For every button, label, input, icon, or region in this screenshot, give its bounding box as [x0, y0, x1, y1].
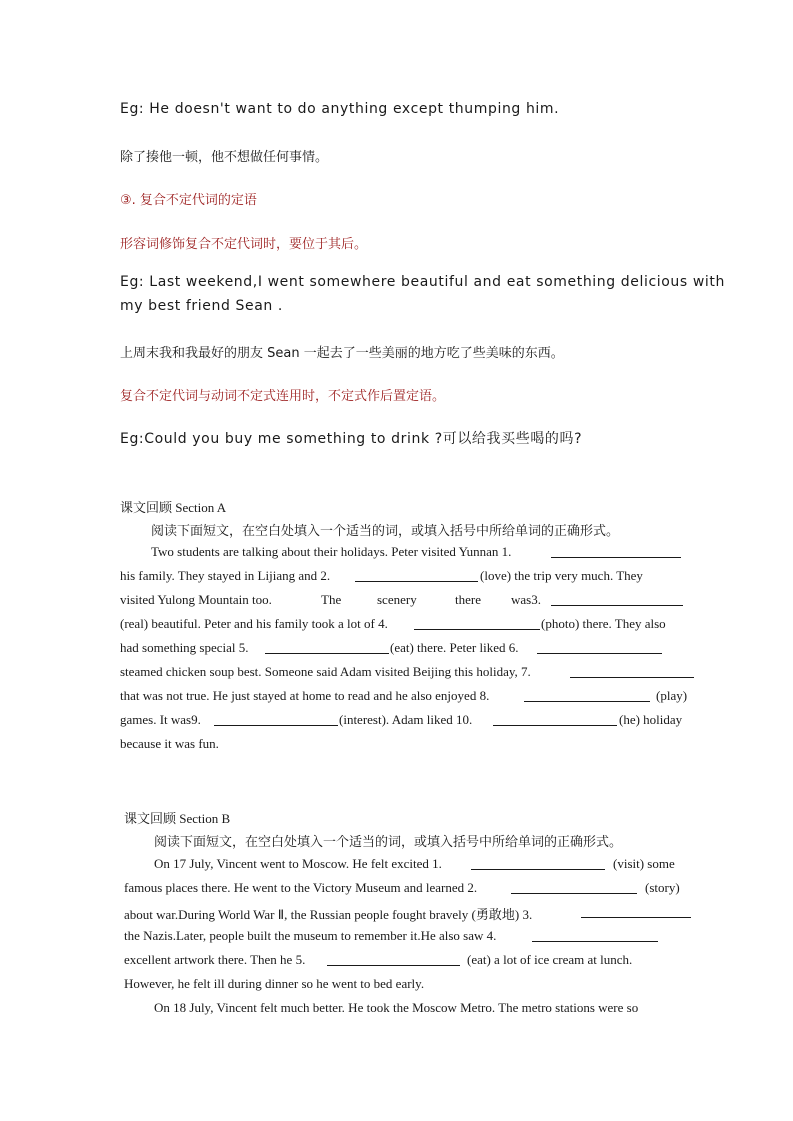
passage-text: (visit) some — [613, 856, 675, 871]
passage-text: had something special 5. — [120, 640, 249, 655]
example-sentence-3: Eg:Could you buy me something to drink ?可以给我买些喝的吗? — [120, 431, 583, 447]
blank-a6[interactable] — [537, 641, 662, 654]
passage-text: (real) beautiful. Peter and his family took a lot of 4. — [120, 616, 388, 631]
passage-text: (story) — [645, 880, 680, 895]
passage-text: excellent artwork there. Then he 5. — [124, 952, 306, 967]
section-a-title: 课文回顾 Section A — [120, 500, 227, 515]
blank-a1[interactable] — [551, 545, 681, 558]
section-b-instruction: 阅读下面短文，在空白处填入一个适当的词，或填入括号中所给单词的正确形式。 — [154, 835, 623, 850]
passage-text: that was not true. He just stayed at home to read and he also enjoyed 8. — [120, 688, 490, 703]
passage-text: was3. — [511, 592, 541, 607]
passage-text: because it was fun. — [120, 736, 219, 751]
blank-b2[interactable] — [511, 881, 637, 894]
passage-text: The — [321, 592, 342, 607]
passage-text: the Nazis.Later, people built the museum to remember it.He also saw 4. — [124, 928, 497, 943]
passage-text: (eat) there. Peter liked 6. — [390, 640, 519, 655]
blank-b5[interactable] — [327, 953, 460, 966]
passage-text: (love) the trip very much. They — [480, 568, 643, 583]
blank-a9[interactable] — [214, 713, 338, 726]
passage-text: scenery — [377, 592, 417, 607]
blank-a4[interactable] — [414, 617, 540, 630]
passage-text: (he) holiday — [619, 712, 683, 727]
blank-b1[interactable] — [471, 857, 605, 870]
example-translation-2: 上周末我和我最好的朋友 Sean 一起去了一些美丽的地方吃了些美味的东西。 — [120, 346, 564, 361]
rule-description-2: 复合不定代词与动词不定式连用时，不定式作后置定语。 — [120, 389, 446, 404]
rule-description: 形容词修饰复合不定代词时，要位于其后。 — [120, 237, 368, 252]
example-sentence-2-line-1: Eg: Last weekend,I went somewhere beautiful and eat something delicious with — [120, 274, 725, 290]
section-a-instruction: 阅读下面短文，在空白处填入一个适当的词，或填入括号中所给单词的正确形式。 — [151, 524, 620, 539]
passage-text: about war.During World War Ⅱ, the Russian people fought bravely (勇敢地) 3. — [124, 907, 533, 922]
passage-text: (interest). Adam liked 10. — [339, 712, 473, 727]
passage-text: However, he felt ill during dinner so he went to bed early. — [124, 976, 425, 991]
rule-heading: ③. 复合不定代词的定语 — [120, 193, 257, 208]
blank-a2[interactable] — [355, 569, 478, 582]
example-translation-1: 除了揍他一顿，他不想做任何事情。 — [120, 150, 329, 165]
blank-a8[interactable] — [524, 689, 650, 702]
passage-text: (play) — [656, 688, 688, 703]
blank-b3[interactable] — [581, 905, 691, 918]
passage-text: (eat) a lot of ice cream at lunch. — [467, 952, 633, 967]
example-sentence-1: Eg: He doesn't want to do anything except thumping him. — [120, 101, 560, 117]
section-a-line-1 — [151, 544, 511, 560]
blank-b4[interactable] — [532, 929, 658, 942]
passage-text: (photo) there. They also — [541, 616, 666, 631]
passage-text: his family. They stayed in Lijiang and 2. — [120, 568, 331, 583]
section-b-title: 课文回顾 Section B — [124, 811, 231, 826]
blank-a10[interactable] — [493, 713, 617, 726]
passage-text: visited Yulong Mountain too. — [120, 592, 272, 607]
example-sentence-2-line-2: my best friend Sean . — [120, 298, 283, 314]
blank-a3[interactable] — [551, 593, 683, 606]
passage-text: On 18 July, Vincent felt much better. He took the Moscow Metro. The metro stations were so — [154, 1000, 639, 1015]
passage-text: steamed chicken soup best. Someone said Adam visited Beijing this holiday, 7. — [120, 664, 531, 679]
passage-text: On 17 July, Vincent went to Moscow. He felt excited 1. — [154, 856, 442, 871]
passage-text: games. It was9. — [120, 712, 201, 727]
blank-a7[interactable] — [570, 665, 694, 678]
blank-a5[interactable] — [265, 641, 389, 654]
section-a-line-2 — [120, 568, 330, 584]
passage-text: Two students are talking about their holidays. Peter visited Yunnan 1. — [151, 544, 512, 559]
passage-text: there — [455, 592, 481, 607]
passage-text: famous places there. He went to the Victory Museum and learned 2. — [124, 880, 478, 895]
